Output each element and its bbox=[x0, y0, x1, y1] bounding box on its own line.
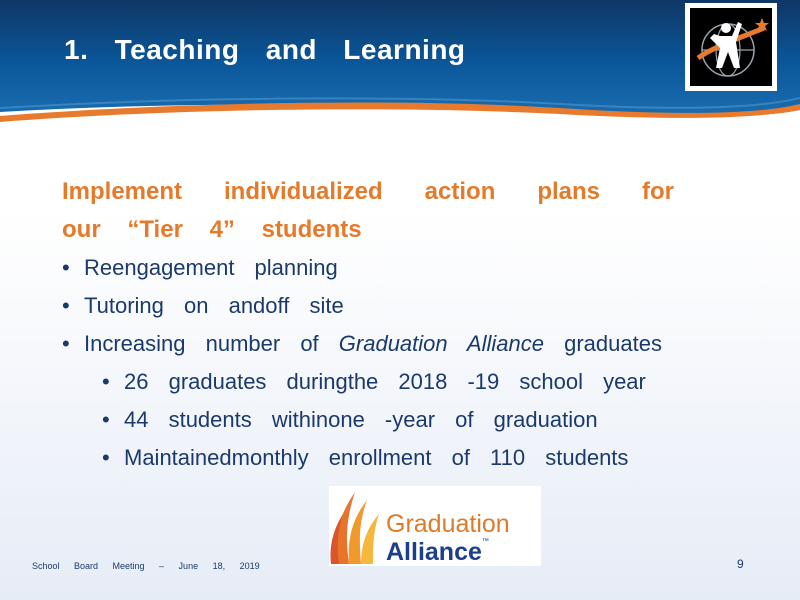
slide-content bbox=[62, 173, 674, 477]
header-swoosh bbox=[0, 0, 800, 133]
bullet-icon: • bbox=[62, 293, 70, 318]
bullet-list bbox=[62, 249, 674, 477]
district-logo-icon bbox=[690, 8, 772, 86]
list-item-text-after: graduates bbox=[543, 331, 662, 356]
graduation-alliance-logo bbox=[329, 486, 541, 566]
trademark-mark: ™ bbox=[481, 538, 489, 545]
list-item bbox=[62, 249, 674, 287]
sub-list-item bbox=[62, 439, 674, 477]
list-item-text-before: Increasing number of bbox=[84, 331, 339, 356]
list-item bbox=[62, 325, 674, 363]
list-item-text: Tutoring on andoff site bbox=[84, 293, 344, 318]
list-item-text: Reengagement planning bbox=[84, 255, 338, 280]
slide-header bbox=[0, 0, 800, 133]
page-number: 9 bbox=[737, 557, 744, 571]
bullet-icon: • bbox=[102, 445, 110, 470]
flame-icon bbox=[329, 486, 385, 566]
bullet-icon: • bbox=[102, 407, 110, 432]
logo-line-2-text: Alliance bbox=[386, 538, 482, 566]
bullet-icon: • bbox=[102, 369, 110, 394]
slide-title: 1. Teaching and Learning bbox=[64, 34, 466, 65]
list-item-text: 44 students withinone -year of graduation bbox=[124, 407, 598, 432]
sub-list-item bbox=[62, 401, 674, 439]
list-item-text: 26 graduates duringthe 2018 -19 school year bbox=[124, 369, 646, 394]
logo-line-1: Graduation bbox=[386, 510, 510, 538]
logo-line-2 bbox=[386, 538, 489, 567]
sub-list-item bbox=[62, 363, 674, 401]
list-item bbox=[62, 287, 674, 325]
list-item-text-italic: Graduation Alliance bbox=[338, 331, 544, 356]
footer-text: School Board Meeting – June 18, 2019 bbox=[32, 561, 260, 571]
list-item-text: Maintainedmonthly enrollment of 110 students bbox=[124, 445, 629, 470]
content-heading: Implement individualized action plans for our “Tier 4” students bbox=[62, 178, 674, 243]
bullet-icon: • bbox=[62, 331, 70, 356]
bullet-icon: • bbox=[62, 255, 70, 280]
district-logo bbox=[685, 3, 777, 91]
